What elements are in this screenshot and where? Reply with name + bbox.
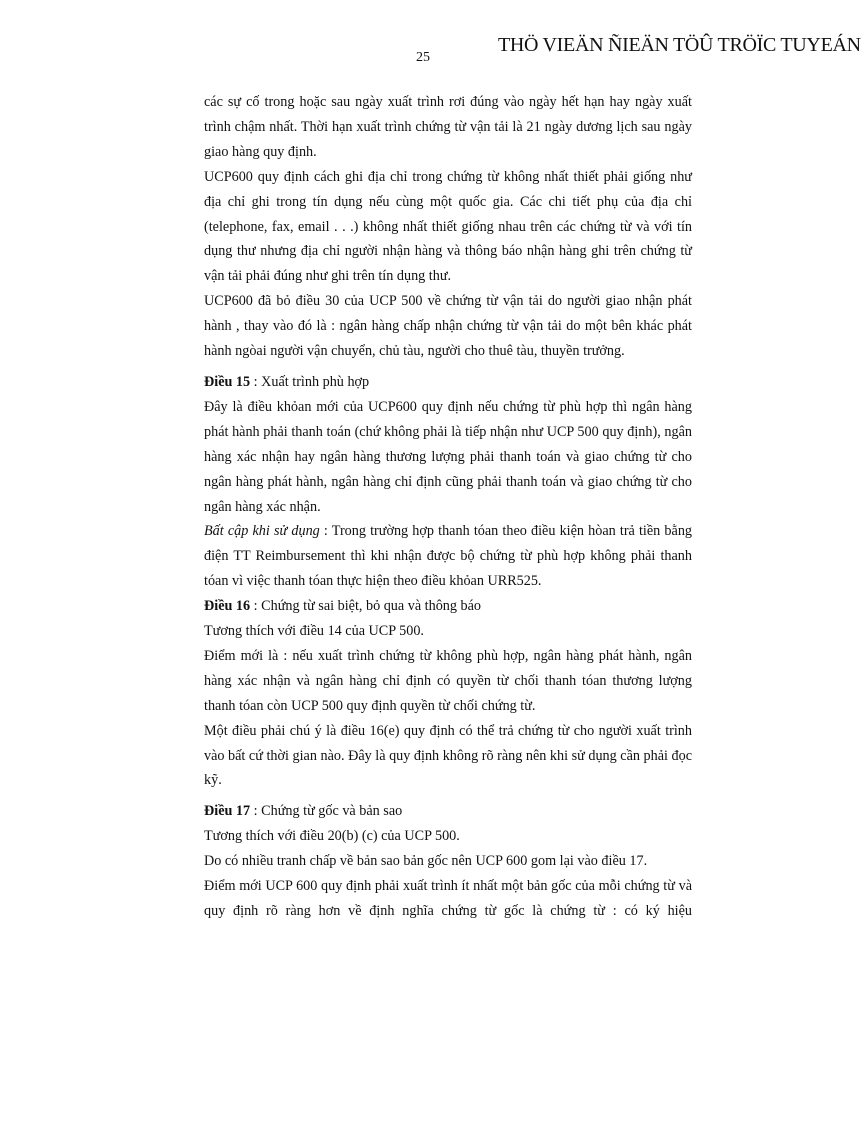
- compat-line: Tương thích với điều 14 của UCP 500.: [204, 623, 424, 640]
- article-title: : Chứng từ sai biệt, bỏ qua và thông báo: [250, 598, 482, 615]
- page-number: 25: [416, 50, 430, 65]
- article-label: Điều 17: [204, 803, 251, 820]
- article-label: Điều 16: [204, 598, 251, 615]
- article-title: : Xuất trình phù hợp: [250, 373, 370, 390]
- paragraph: Do có nhiều tranh chấp về bản sao bản gốc nên UCP 600 gom lại vào điều 17.: [204, 853, 648, 870]
- paragraph: Điểm mới là : nếu xuất trình chứng từ không phù hợp, ngân hàng phát hành, ngân hàng xác nhận và ngân hàng chỉ định có quyền từ chối thanh tóan thương lượng thanh tóan còn UCP 500 quy định quyền từ chối chứng từ.: [204, 647, 692, 714]
- paragraph: UCP600 đã bỏ điều 30 của UCP 500 về chứng từ vận tải do người giao nhận phát hành , thay vào đó là : ngân hàng chấp nhận chứng từ vận tải do một bên khác phát hành ngòai người vận chuyển, chủ tàu, người cho thuê tàu, thuyền trưởng.: [204, 293, 692, 360]
- article-title: : Chứng từ gốc và bản sao: [250, 803, 403, 820]
- paragraph: [204, 519, 692, 594]
- paragraph: Đây là điều khỏan mới của UCP600 quy định nếu chứng từ phù hợp thì ngân hàng phát hành phải thanh toán (chứ không phải là tiếp nhận như UCP 500 quy định), ngân hàng xác nhận hay ngân hàng thương lượng phải thanh toán và giao chứng từ cho ngân hàng phát hành, ngân hàng chỉ định cũng phải thanh toán và giao chứng từ cho ngân hàng xác nhận.: [204, 398, 692, 515]
- article-15-heading: [204, 370, 692, 395]
- compat-line: Tương thích với điều 20(b) (c) của UCP 500.: [204, 828, 460, 845]
- document-body: [204, 90, 692, 924]
- article-label: Điều 15: [204, 373, 251, 390]
- article-16-heading: [204, 594, 692, 619]
- paragraph: Một điều phải chú ý là điều 16(e) quy định có thể trả chứng từ cho người xuất trình vào bất cứ thời gian nào. Đây là quy định không rõ ràng nên khi sử dụng cần phải đọc kỹ.: [204, 722, 692, 789]
- paragraph: UCP600 quy định cách ghi địa chỉ trong chứng từ không nhất thiết phải giống như địa chỉ ghi trong tín dụng nếu cùng một quốc gia. Các chi tiết phụ của địa chỉ (telephone, fax, email . . .) không nhất thiết giống nhau trên các chứng từ và với tín dụng thư nhưng địa chỉ người nhận hàng và thông báo nhận hàng ghi trên chứng từ vận tải phải đúng như ghi trên tín dụng thư.: [204, 168, 692, 285]
- article-17-heading: [204, 799, 692, 824]
- paragraph-text: : Trong trường hợp thanh tóan theo điều kiện hòan trả tiền bằng điện TT Reimbursement thì khi nhận được bộ chứng từ phù hợp không phải thanh tóan vì việc thanh tóan thực hiện theo điều khỏan URR525.: [204, 523, 693, 590]
- paragraph: Điểm mới UCP 600 quy định phải xuất trình ít nhất một bản gốc của mỗi chứng từ và quy định rõ ràng hơn về định nghĩa chứng từ gốc là chứng từ : có ký hiệu: [204, 878, 692, 919]
- italic-phrase: Bất cập khi sử dụng: [204, 523, 320, 540]
- paragraph: các sự cố trong hoặc sau ngày xuất trình rơi đúng vào ngày hết hạn hay ngày xuất trình chậm nhất. Thời hạn xuất trình chứng từ vận tải là 21 ngày dương lịch sau ngày giao hàng quy định.: [204, 94, 692, 160]
- site-title: THÖ VIEÄN ÑIEÄN TÖÛ TRÖÏC TUYEÁN: [498, 34, 861, 56]
